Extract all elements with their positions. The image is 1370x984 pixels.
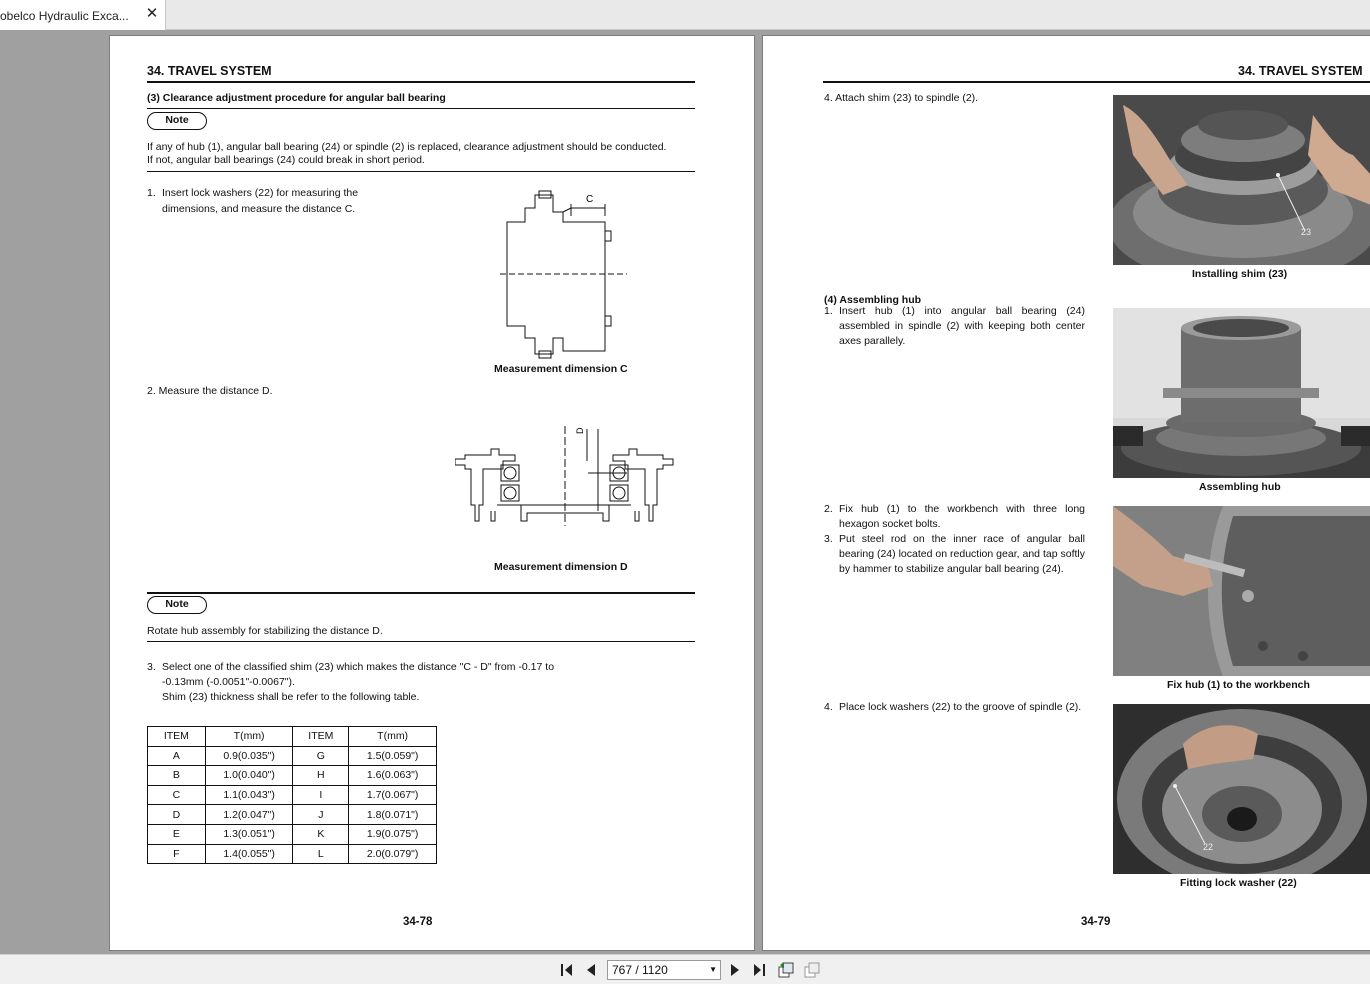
table-cell: A xyxy=(148,746,206,766)
table-cell: 1.8(0.071") xyxy=(349,805,437,825)
table-row xyxy=(148,824,437,844)
caption-c: Measurement dimension C xyxy=(494,363,628,375)
note-text-1: If any of hub (1), angular ball bearing (24) or spindle (2) is replaced, clearance adjustment should be conducted. xyxy=(147,141,667,153)
column-header: T(mm) xyxy=(349,727,437,747)
table-header-row xyxy=(148,727,437,747)
callout-23: 23 xyxy=(1301,227,1312,237)
table-cell: C xyxy=(148,785,206,805)
tab-bar xyxy=(0,0,1370,30)
header-rule xyxy=(823,81,1370,83)
photo1-caption: Installing shim (23) xyxy=(1192,268,1288,280)
document-viewer[interactable] xyxy=(0,30,1370,954)
measurement-d-diagram xyxy=(455,421,675,531)
step-number: 3. xyxy=(147,661,156,673)
photo3-caption: Fix hub (1) to the workbench xyxy=(1167,679,1310,691)
column-header: ITEM xyxy=(293,727,349,747)
step-number: 1. xyxy=(824,305,833,317)
note2-text: Rotate hub assembly for stabilizing the distance D. xyxy=(147,625,383,637)
page-number: 34-79 xyxy=(1081,916,1111,928)
column-header: ITEM xyxy=(148,727,206,747)
navigation-toolbar xyxy=(0,954,1370,984)
fix-hub-photo xyxy=(1113,506,1370,676)
table-cell: K xyxy=(293,824,349,844)
table-cell: 1.5(0.059") xyxy=(349,746,437,766)
page-indicator: 767 / 1120 xyxy=(612,963,668,977)
table-row xyxy=(148,844,437,864)
close-icon[interactable]: ✕ xyxy=(145,5,159,22)
go-forward-view-icon[interactable] xyxy=(803,961,821,979)
table-cell: 1.6(0.063") xyxy=(349,766,437,786)
page-number: 34-78 xyxy=(403,916,433,928)
page-34-79 xyxy=(762,35,1370,951)
photo4-caption: Fitting lock washer (22) xyxy=(1180,877,1297,889)
table-cell: 2.0(0.079") xyxy=(349,844,437,864)
table-cell: F xyxy=(148,844,206,864)
document-tab[interactable] xyxy=(0,0,166,30)
step-number: 4. xyxy=(824,701,833,713)
step3-line2: -0.13mm (-0.0051"-0.0067"). xyxy=(162,676,295,688)
asm1-text: Insert hub (1) into angular ball bearing (24) assembled in spindle (2) with keeping both center axes parallely. xyxy=(839,305,1085,347)
table-cell: 1.2(0.047") xyxy=(205,805,293,825)
step-number: 3. xyxy=(824,533,833,545)
table-cell: G xyxy=(293,746,349,766)
column-header: T(mm) xyxy=(205,727,293,747)
step4-attach-shim: 4. Attach shim (23) to spindle (2). xyxy=(824,92,979,104)
section-title: 34. TRAVEL SYSTEM xyxy=(147,64,272,78)
dimension-c-label: C xyxy=(586,194,594,205)
table-cell: L xyxy=(293,844,349,864)
last-page-icon[interactable] xyxy=(750,961,768,979)
subsection-assembling-hub: (4) Assembling hub xyxy=(824,294,922,306)
page-number-input[interactable] xyxy=(607,960,721,980)
photo2-caption: Assembling hub xyxy=(1199,481,1281,493)
assembling-hub-photo xyxy=(1113,308,1370,478)
tab-title: obelco Hydraulic Exca... xyxy=(0,9,129,23)
table-cell: 1.9(0.075") xyxy=(349,824,437,844)
divider xyxy=(147,592,695,594)
asm3-text: Put steel rod on the inner race of angular ball bearing (24) located on reduction gear, and tap softly by hammer to stabilize angular ball bearing (24). xyxy=(839,533,1085,575)
page-34-78 xyxy=(109,35,755,951)
table-cell: D xyxy=(148,805,206,825)
table-cell: 1.1(0.043") xyxy=(205,785,293,805)
table-cell: 1.7(0.067") xyxy=(349,785,437,805)
table-cell: J xyxy=(293,805,349,825)
step3-line1: Select one of the classified shim (23) which makes the distance "C - D" from -0.17 to xyxy=(162,661,555,673)
caption-d: Measurement dimension D xyxy=(494,561,628,573)
shim-thickness-table xyxy=(147,726,437,864)
first-page-icon[interactable] xyxy=(558,961,576,979)
table-cell: 0.9(0.035") xyxy=(205,746,293,766)
chevron-down-icon[interactable]: ▼ xyxy=(709,965,717,974)
table-row xyxy=(148,766,437,786)
previous-page-icon[interactable] xyxy=(582,961,600,979)
table-cell: B xyxy=(148,766,206,786)
table-row xyxy=(148,785,437,805)
table-cell: 1.4(0.055") xyxy=(205,844,293,864)
installing-shim-photo xyxy=(1113,95,1370,265)
table-cell: H xyxy=(293,766,349,786)
dimension-d-label: D xyxy=(575,427,585,434)
note-badge: Note xyxy=(147,112,207,130)
go-back-view-icon[interactable] xyxy=(777,961,795,979)
note-text-2: If not, angular ball bearings (24) could break in short period. xyxy=(147,154,425,166)
step-number: 1. xyxy=(147,187,156,199)
step1-line1: Insert lock washers (22) for measuring the xyxy=(162,187,359,199)
table-cell: I xyxy=(293,785,349,805)
step1-line2: dimensions, and measure the distance C. xyxy=(162,203,356,215)
step3-line3: Shim (23) thickness shall be refer to the following table. xyxy=(162,691,420,703)
step-number: 2. xyxy=(824,503,833,515)
measurement-c-diagram xyxy=(495,186,635,361)
callout-22: 22 xyxy=(1203,842,1214,852)
step2-text: 2. Measure the distance D. xyxy=(147,385,273,397)
asm4-text: Place lock washers (22) to the groove of spindle (2). xyxy=(839,701,1082,713)
divider xyxy=(147,108,695,109)
section-title: 34. TRAVEL SYSTEM xyxy=(1238,64,1363,78)
table-cell: 1.3(0.051") xyxy=(205,824,293,844)
next-page-icon[interactable] xyxy=(726,961,744,979)
header-rule xyxy=(147,81,695,83)
table-row xyxy=(148,746,437,766)
table-cell: 1.0(0.040") xyxy=(205,766,293,786)
asm2-text: Fix hub (1) to the workbench with three long hexagon socket bolts. xyxy=(839,503,1085,530)
subsection-title: (3) Clearance adjustment procedure for angular ball bearing xyxy=(147,92,446,104)
note-badge: Note xyxy=(147,596,207,614)
table-cell: E xyxy=(148,824,206,844)
table-row xyxy=(148,805,437,825)
divider xyxy=(147,171,695,172)
fitting-lock-washer-photo xyxy=(1113,704,1370,874)
divider xyxy=(147,641,695,642)
